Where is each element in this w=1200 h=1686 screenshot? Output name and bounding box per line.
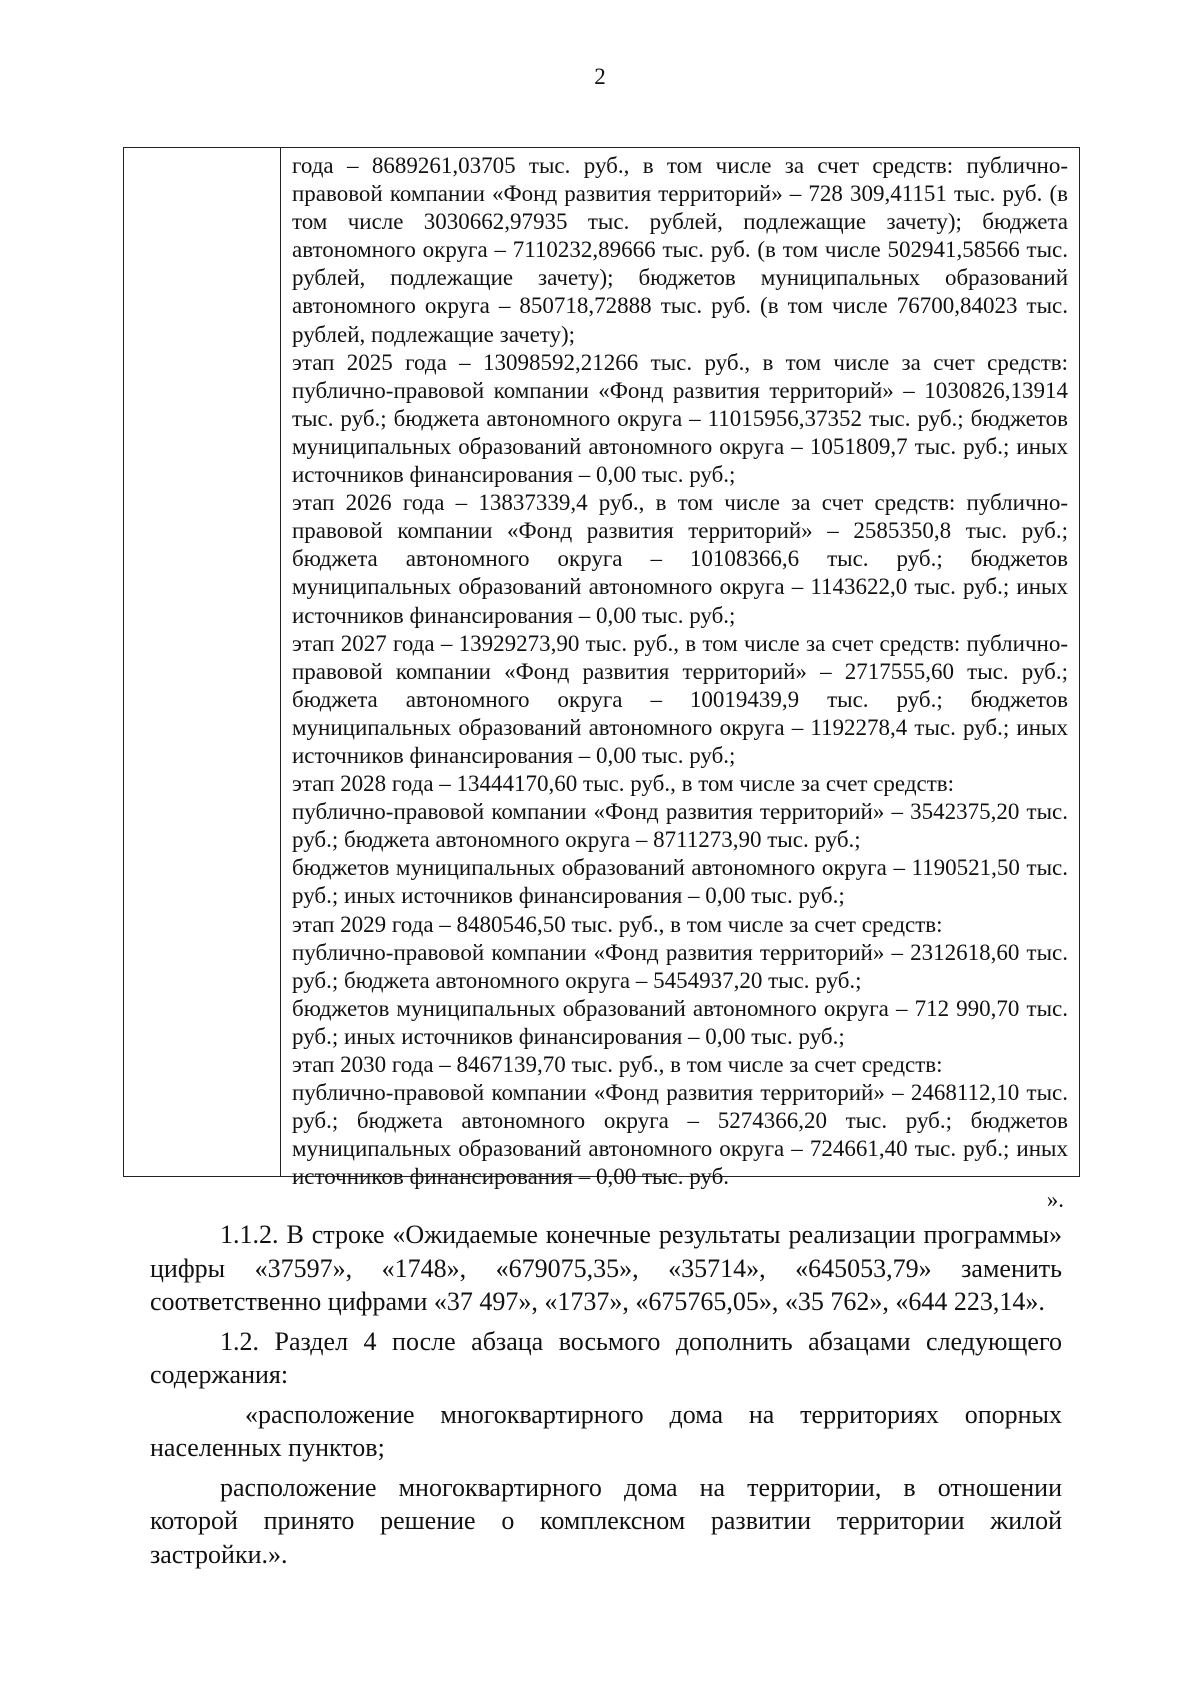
financing-cell-text: [292, 152, 1068, 1191]
document-body: [150, 1218, 1062, 1571]
table-column-divider: [280, 148, 281, 1176]
closing-quote: ».: [1046, 1187, 1064, 1212]
financing-paragraph-2025: этап 2025 года – 13098592,21266 тыс. руб., в том числе за счет средств: публично-правовой компании «Фонд развития территорий» – 1030826,13914 тыс. руб.; бюджета автономного округа – 11015956,37352 тыс. руб.; бюджетов муниципальных образований автономного округа – 1051809,7 тыс. руб.; иных источников финансирования – 0,00 тыс. руб.;: [292, 349, 1068, 488]
financing-paragraph-2029-head: этап 2029 года – 8480546,50 тыс. руб., в том числе за счет средств:: [292, 911, 943, 937]
paragraph-1-1-2: 1.1.2. В строке «Ожидаемые конечные результаты реализации программы» цифры «37597», «1748», «679075,35», «35714», «645053,79» заменить соответственно цифрами «37 497», «1737», «675765,05», «35 762», «644 223,14».: [150, 1220, 1062, 1316]
financing-paragraph-2024: года – 8689261,03705 тыс. руб., в том числе за счет средств: публично-правовой компании «Фонд развития территорий» – 728 309,41151 тыс. руб. (в том числе 3030662,97935 тыс. рублей, подлежащие зачету); бюджета автономного округа – 7110232,89666 тыс. руб. (в том числе 502941,58566 тыс. рублей, подлежащие зачету); бюджетов муниципальных образований автономного округа – 850718,72888 тыс. руб. (в том числе 76700,84023 тыс. рублей, подлежащие зачету);: [292, 153, 1068, 347]
quoted-paragraph-second: расположение многоквартирного дома на территории, в отношении которой принято решение о комплексном развитии территории жилой застройки.».: [150, 1472, 1062, 1569]
quoted-paragraph-first: «расположение многоквартирного дома на территориях опорных населенных пунктов;: [150, 1399, 1062, 1462]
financing-paragraph-2028-fund: публично-правовой компании «Фонд развития территорий» – 3542375,20 тыс. руб.; бюджета автономного округа – 8711273,90 тыс. руб.;: [292, 799, 1068, 853]
financing-paragraph-2030-fund: публично-правовой компании «Фонд развития территорий» – 2468112,10 тыс. руб.; бюджета автономного округа – 5274366,20 тыс. руб.; бюджетов муниципальных образований автономного округа – 724661,40 тыс. руб.; иных источников финансирования – 0,00 тыс. руб.: [292, 1080, 1068, 1190]
financing-paragraph-2029-municipal: бюджетов муниципальных образований автономного округа – 712 990,70 тыс. руб.; иных источников финансирования – 0,00 тыс. руб.;: [292, 995, 1068, 1049]
financing-paragraph-2028-municipal: бюджетов муниципальных образований автономного округа – 1190521,50 тыс. руб.; иных источников финансирования – 0,00 тыс. руб.;: [292, 855, 1068, 909]
financing-paragraph-2026: этап 2026 года – 13837339,4 руб., в том числе за счет средств: публично-правовой компании «Фонд развития территорий» – 2585350,8 тыс. руб.; бюджета автономного округа – 10108366,6 тыс. руб.; бюджетов муниципальных образований автономного округа – 1143622,0 тыс. руб.; иных источников финансирования – 0,00 тыс. руб.;: [292, 490, 1068, 628]
financing-paragraph-2030-head: этап 2030 года – 8467139,70 тыс. руб., в том числе за счет средств:: [292, 1052, 943, 1077]
financing-table: [123, 147, 1080, 1190]
page-number: 2: [594, 64, 606, 89]
financing-paragraph-2029-fund: публично-правовой компании «Фонд развития территорий» – 2312618,60 тыс. руб.; бюджета автономного округа – 5454937,20 тыс. руб.;: [292, 939, 1068, 993]
financing-paragraph-2027: этап 2027 года – 13929273,90 тыс. руб., в том числе за счет средств: публично-правовой компании «Фонд развития территорий» – 2717555,60 тыс. руб.; бюджета автономного округа – 10019439,9 тыс. руб.; бюджетов муниципальных образований автономного округа – 1192278,4 тыс. руб.; иных источников финансирования – 0,00 тыс. руб.;: [292, 630, 1068, 768]
paragraph-1-2: 1.2. Раздел 4 после абзаца восьмого дополнить абзацами следующего содержания:: [150, 1326, 1062, 1389]
financing-paragraph-2028-head: этап 2028 года – 13444170,60 тыс. руб., в том числе за счет средств:: [292, 771, 955, 797]
